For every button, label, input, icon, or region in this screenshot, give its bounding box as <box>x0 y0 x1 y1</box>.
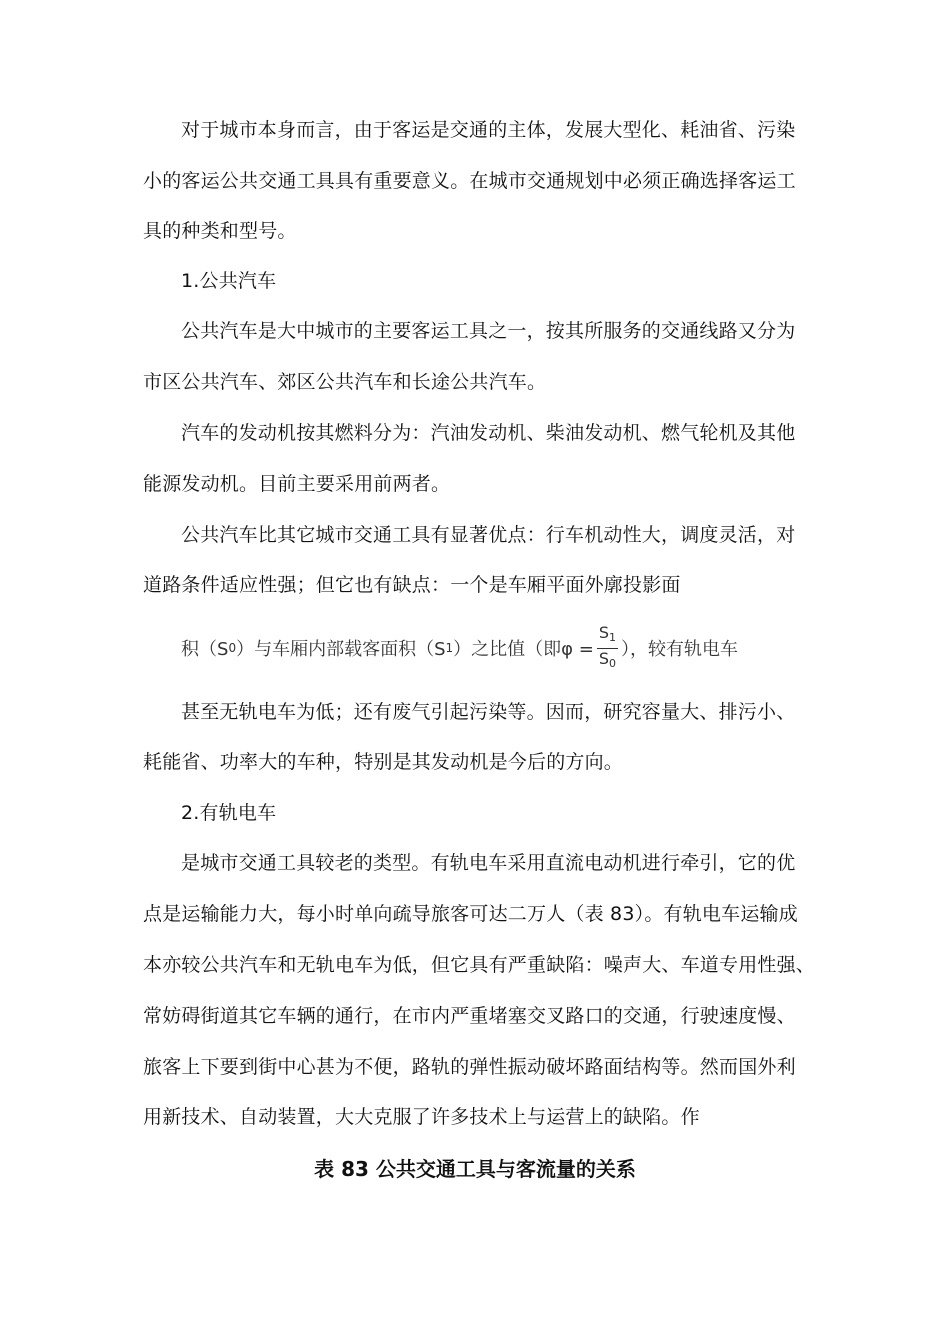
formula-fraction <box>597 623 618 674</box>
formula-sub-s1: 1 <box>445 641 454 655</box>
paragraph-line: 具的种类和型号。 <box>143 220 297 242</box>
paragraph-line: 对于城市本身而言，由于客运是交通的主体，发展大型化、耗油省、污染 <box>181 119 796 141</box>
paragraph-line: 市区公共汽车、郊区公共汽车和长途公共汽车。 <box>143 371 547 393</box>
section-heading-tram: 2.有轨电车 <box>181 802 277 824</box>
formula-mid2: ）之比值（即φ = <box>453 639 594 660</box>
fraction-denominator: $S_0$ <box>598 648 616 670</box>
formula-post: ），较有轨电车 <box>621 639 738 660</box>
formula-mid1: ）与车厢内部载客面积（S <box>236 639 446 660</box>
fraction-numerator: $S_1$ <box>597 623 618 649</box>
paragraph-line: 公共汽车比其它城市交通工具有显著优点：行车机动性大，调度灵活，对 <box>181 524 796 546</box>
paragraph-line: 本亦较公共汽车和无轨电车为低，但它具有严重缺陷：噪声大、车道专用性强、 <box>143 954 816 976</box>
paragraph-line: 能源发动机。目前主要采用前两者。 <box>143 473 451 495</box>
paragraph-line: 道路条件适应性强；但它也有缺点：一个是车厢平面外廓投影面 <box>143 574 681 596</box>
paragraph-line: 旅客上下要到街中心甚为不便，路轨的弹性振动破坏路面结构等。然而国外利 <box>143 1056 796 1078</box>
formula-sub-s0: 0 <box>228 641 237 655</box>
paragraph-line: 点是运输能力大，每小时单向疏导旅客可达二万人（表 83）。有轨电车运输成 <box>143 903 798 925</box>
paragraph-line: 公共汽车是大中城市的主要客运工具之一，按其所服务的交通线路又分为 <box>181 320 796 342</box>
paragraph-line: 常妨碍街道其它车辆的通行，在市内严重堵塞交叉路口的交通，行驶速度慢、 <box>143 1005 796 1027</box>
table-title: 表 83 公共交通工具与客流量的关系 <box>314 1157 636 1181</box>
section-heading-bus: 1.公共汽车 <box>181 270 277 292</box>
paragraph-line: 耗能省、功率大的车种，特别是其发动机是今后的方向。 <box>143 751 624 773</box>
paragraph-line: 是城市交通工具较老的类型。有轨电车采用直流电动机进行牵引，它的优 <box>181 852 796 874</box>
paragraph-line: 汽车的发动机按其燃料分为：汽油发动机、柴油发动机、燃气轮机及其他 <box>181 422 796 444</box>
paragraph-line: 小的客运公共交通工具具有重要意义。在城市交通规划中必须正确选择客运工 <box>143 170 796 192</box>
formula-line <box>181 620 738 676</box>
paragraph-line: 用新技术、自动装置，大大克服了许多技术上与运营上的缺陷。作 <box>143 1106 700 1128</box>
formula-pre: 积（S <box>181 639 229 660</box>
paragraph-line: 甚至无轨电车为低；还有废气引起污染等。因而，研究容量大、排污小、 <box>181 701 796 723</box>
